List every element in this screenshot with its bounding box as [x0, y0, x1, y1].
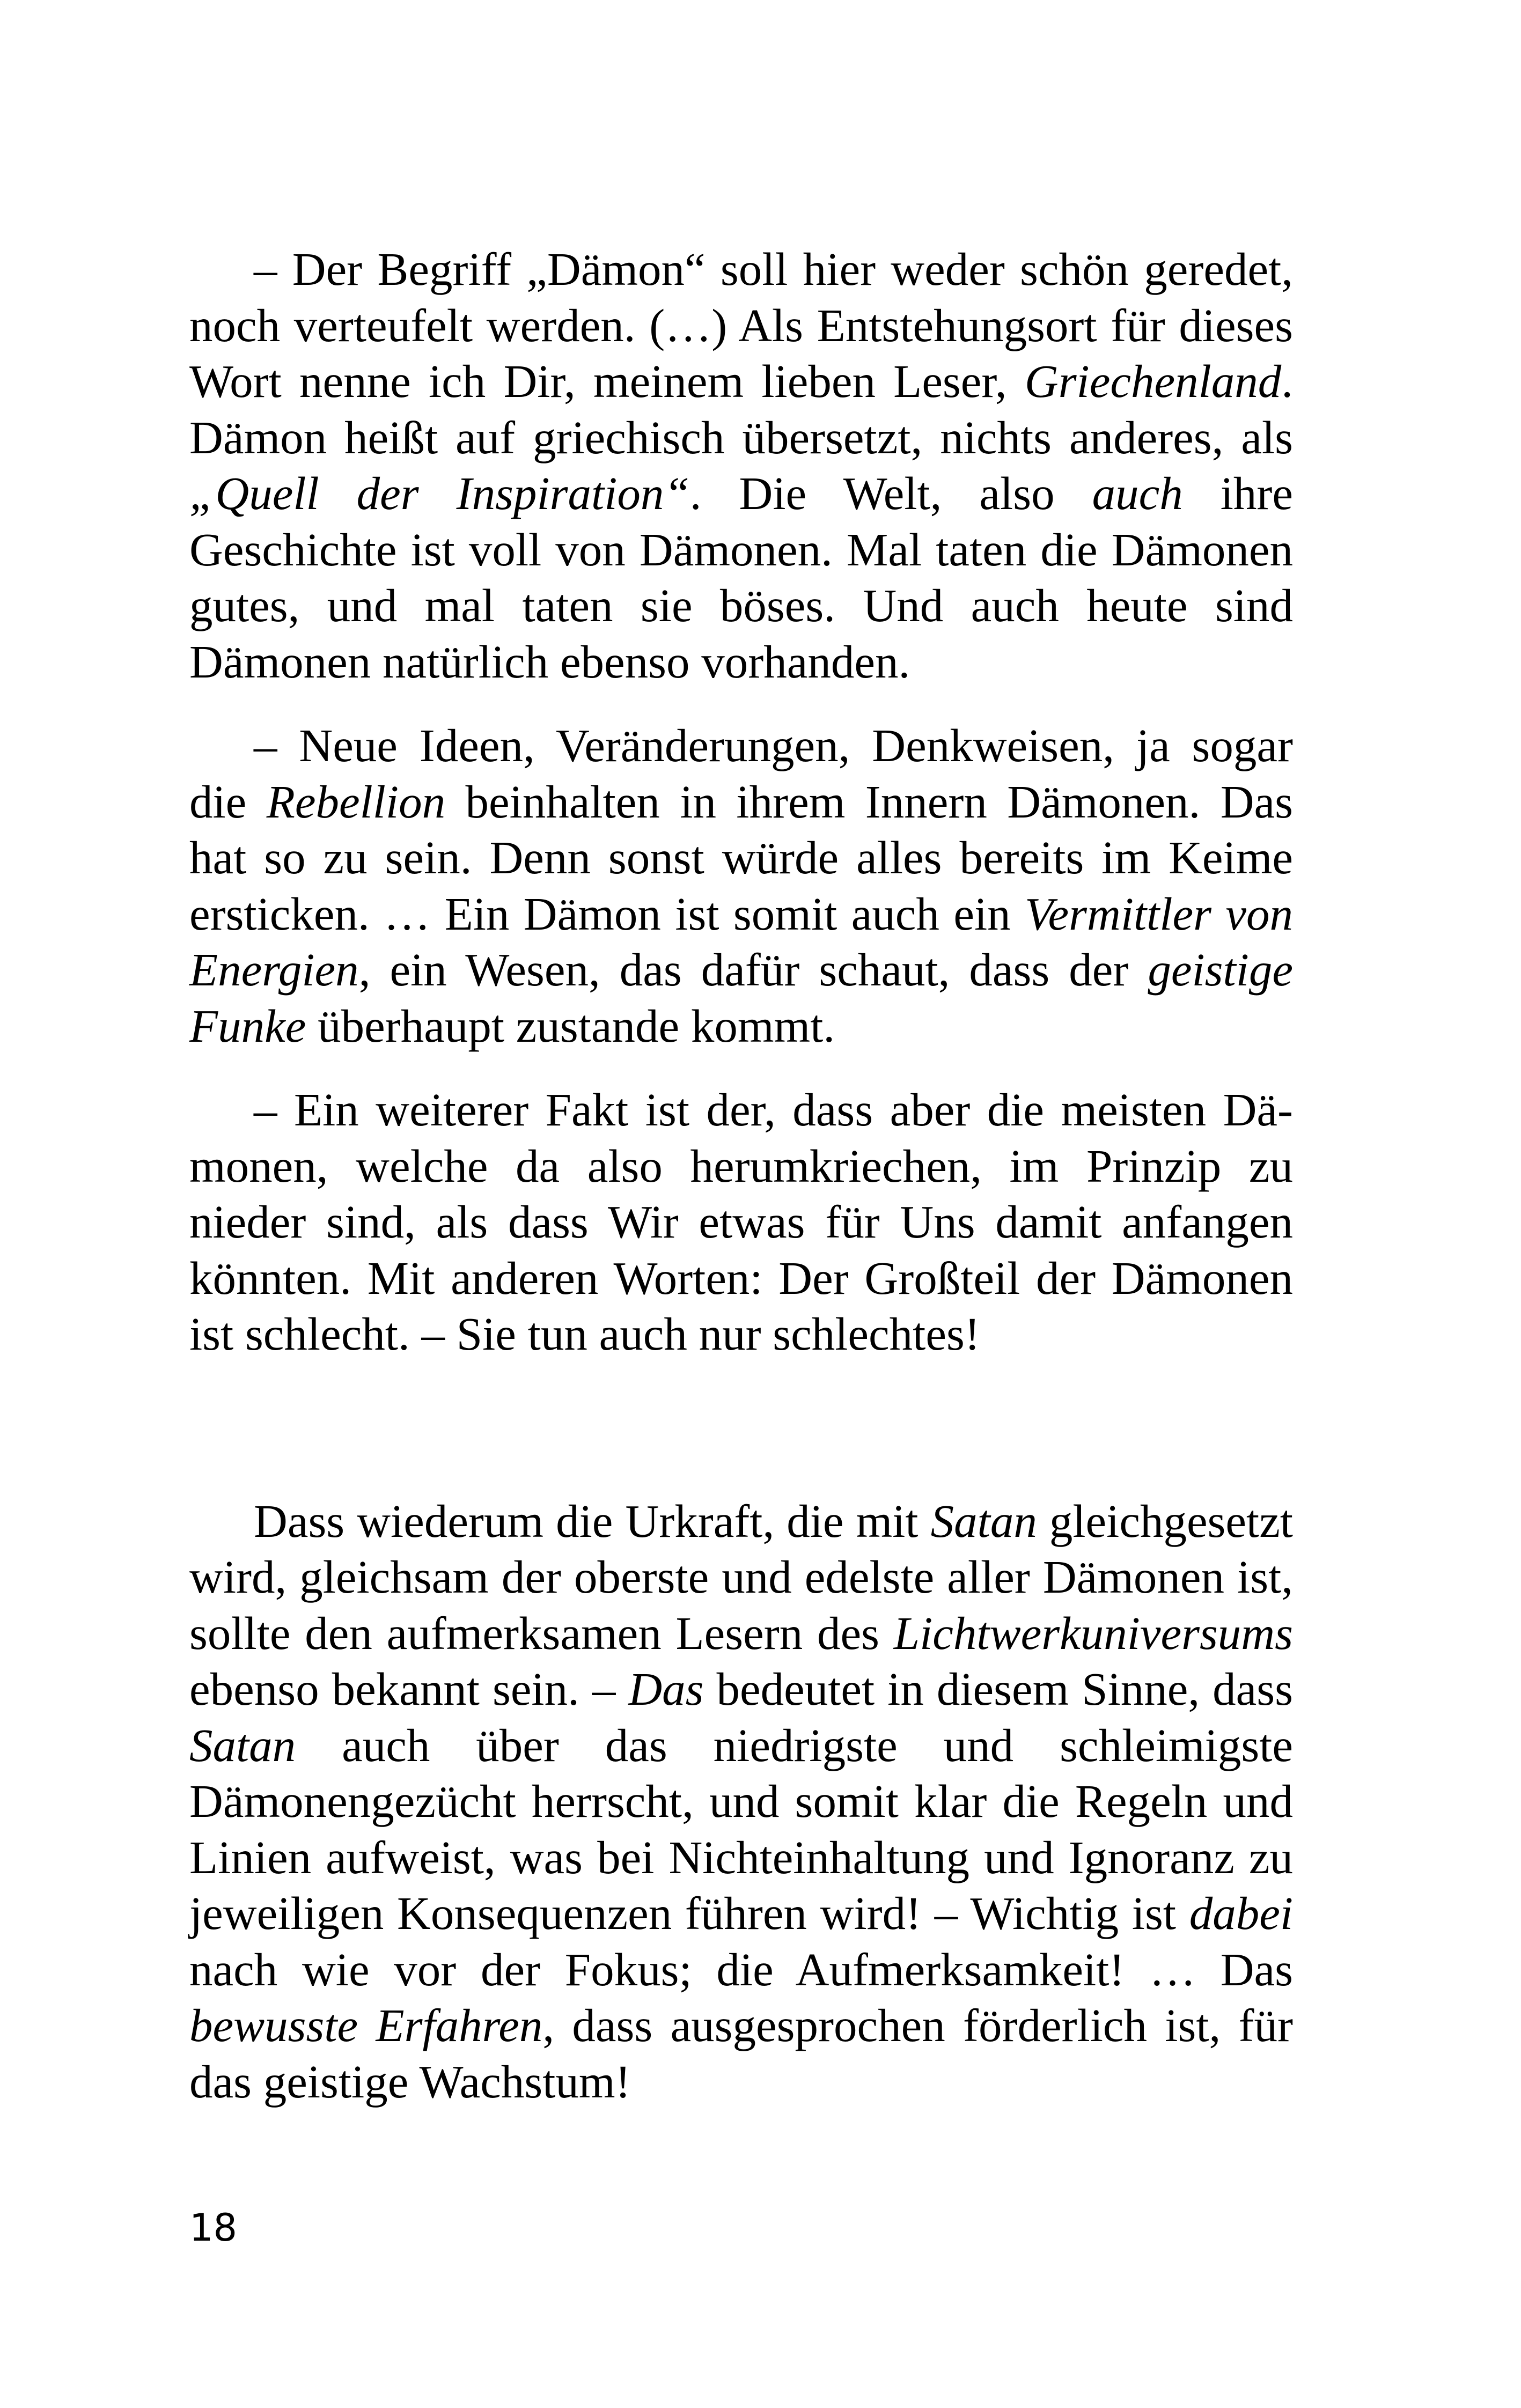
text-run: ebenso bekannt sein. –: [189, 1663, 629, 1715]
text-run: auch über das niedrigste und schleimigste Dämonengezücht herrscht, und somit klar die Regeln und Linien aufweist, was bei Nichteinhaltung und Ignoranz zu jeweiligen Konsequenzen führen wird! – Wichtig ist: [189, 1719, 1293, 1939]
italic-phrase: Satan: [930, 1494, 1037, 1547]
italic-phrase: geistige Funke: [189, 944, 1293, 1052]
paragraph-new-ideas: [189, 718, 1293, 1054]
text-run: . Dämon heißt auf griechisch übersetzt, nichts anderes, als: [189, 355, 1293, 463]
italic-phrase: Satan: [189, 1719, 296, 1771]
page-number: 18: [189, 2206, 238, 2250]
text-run: ihre Geschichte ist voll von Dämonen. Mal taten die Dämonen gutes, und mal taten sie böses. Und auch heute sind Dämonen natürlich ebenso vorhanden.: [189, 467, 1294, 688]
paragraph-daemon-definition: [189, 241, 1293, 690]
text-run: – Der Begriff „Dämon“ soll hier weder schön geredet, noch verteufelt werden. (…) Als Entstehungsort für dieses Wort nenne ich Dir, meinem lieben Leser,: [189, 243, 1293, 407]
paragraph-satan-urkraft: [189, 1493, 1293, 2110]
text-run: – Ein weiterer Fakt ist der, dass aber die meisten Dämonen, welche da also herumkriechen, im Prinzip zu nieder sind, als dass Wir etwas für Uns damit anfangen könnten. Mit anderen Worten: Der Großteil der Dämonen ist schlecht. – Sie tun auch nur schlechtes!: [189, 1084, 1293, 1360]
italic-phrase: Vermittler von Energien: [189, 887, 1294, 996]
italic-phrase: Das: [628, 1663, 704, 1715]
italic-phrase: bewusste Erfahren: [189, 1999, 543, 2051]
text-run: bedeutet in diesem Sinne, dass: [703, 1663, 1293, 1715]
italic-phrase: Lichtwerkuniversums: [893, 1607, 1293, 1659]
text-run: – Neue Ideen, Veränderungen, Denkweisen, ja sogar die: [189, 719, 1293, 828]
text-run: gleichgesetzt wird, gleichsam der oberste und edelste aller Dämonen ist, sollte den aufmerksamen Lesern des: [189, 1494, 1293, 1659]
text-run: , ein Wesen, das dafür schaut, dass der: [358, 944, 1148, 996]
text-run: überhaupt zustande kommt.: [306, 999, 835, 1052]
body-text-block: [189, 241, 1293, 2110]
paragraph-most-daemons: [189, 1082, 1293, 1363]
italic-phrase: Griechenland: [1024, 355, 1282, 407]
italic-phrase: dabei: [1189, 1887, 1293, 1939]
italic-phrase: auch: [1092, 467, 1183, 519]
text-run: , dass ausgesprochen förderlich ist, für das geistige Wachstum!: [189, 1999, 1294, 2108]
text-run: . Die Welt, also: [689, 467, 1092, 519]
text-run: beinhalten in ihrem Innern Dämonen. Das hat so zu sein. Denn sonst würde alles bereits im Keime ersticken. … Ein Dämon ist somit auch ein: [189, 775, 1293, 940]
text-run: Dass wiederum die Urkraft, die mit: [254, 1494, 931, 1547]
italic-phrase: Rebellion: [266, 775, 446, 828]
italic-phrase: „Quell der Inspiration“: [189, 467, 690, 519]
text-run: nach wie vor der Fokus; die Aufmerksamkeit! … Das: [189, 1943, 1293, 1995]
